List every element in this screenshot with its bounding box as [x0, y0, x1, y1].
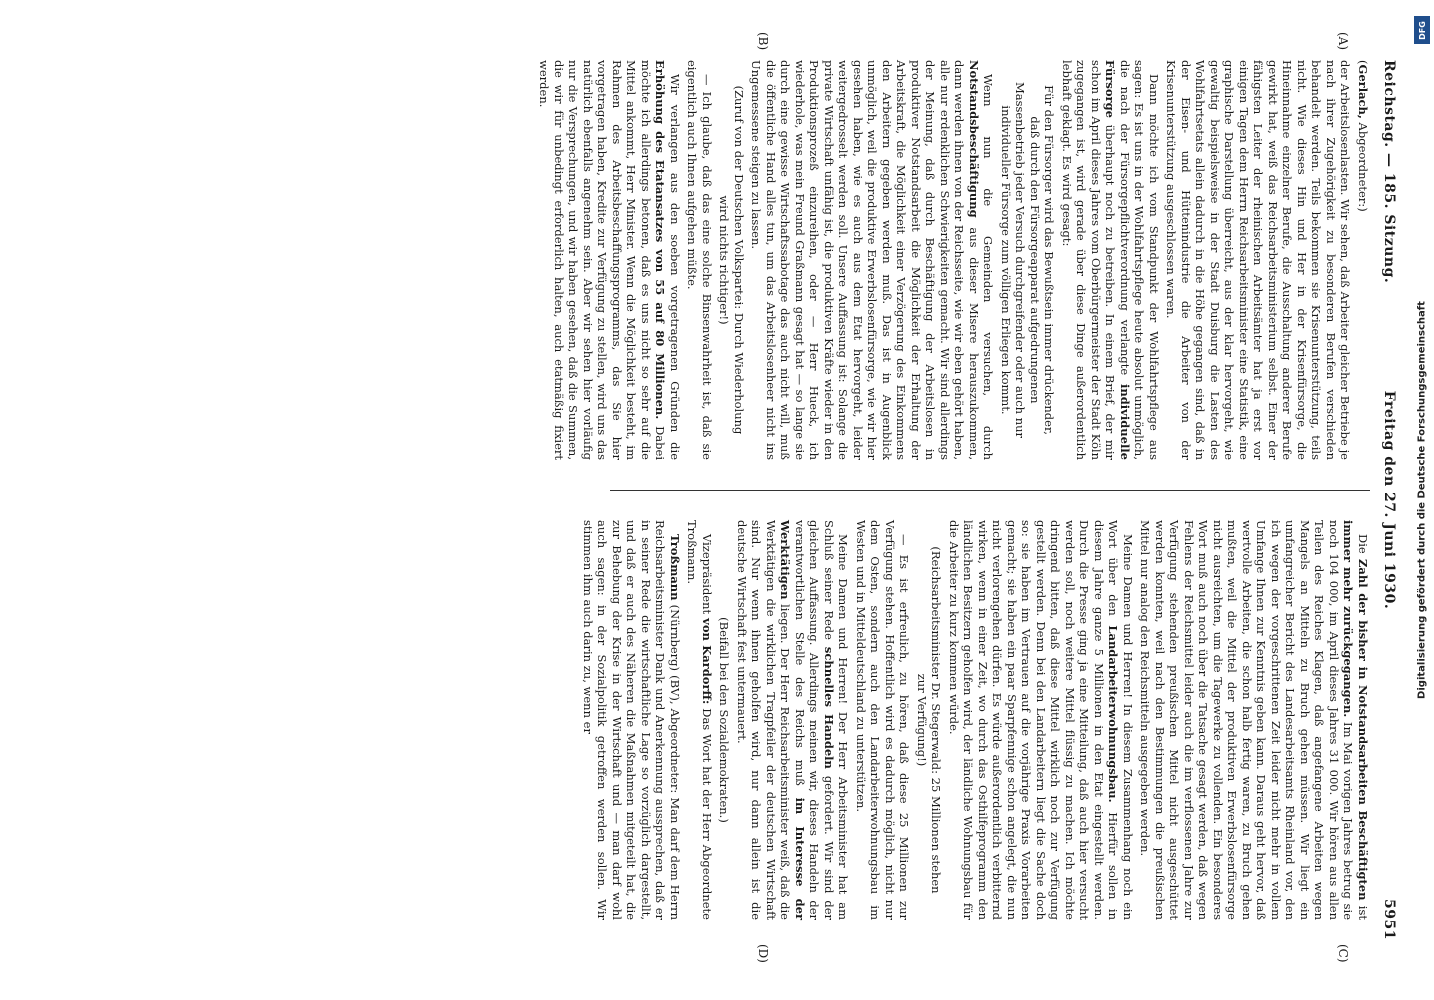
paragraph: Vizepräsident von Kardorff: Das Wort hat der Herr Abgeordnete Troßmann. — [685, 520, 714, 920]
applause-note: (Beifall bei den Sozialdemokraten.) — [717, 617, 732, 823]
digitization-watermark — [1413, 10, 1431, 990]
speaker-name: Gerlach, — [1356, 64, 1370, 119]
margin-marker-c: (C) — [1336, 944, 1350, 963]
emphasis: individuelle Fürsorge — [1103, 60, 1132, 460]
paragraph: Meine Damen und Herren! In diesem Zusammenhang noch ein Wort über den Landarbeiterwohnungsbau. Hierfür sollen in diesem Jahre ganze 5 Millionen in den Etat eingestellt werden. Durch die Presse ging ja eine Mitteilung, daß auch hier versucht werden soll, noch weitere Mittel flüssig zu machen. Ich möchte dringend bitten, daß diese Mittel wirklich noch zur Verfügung gestellt werden. Denn bei den Landarbeitern liegt die Sache doch so: sie haben im Vertrauen auf die vorjährige Praxis Vorarbeiten gemacht; sie haben ein paar Sparpfennige schon angelegt, die nun nicht verlorengehen dürfen. Es würde außerordentlich verbitternd wirken, wenn in einer Zeit, wo durch das Osthilfeprogramm den ländlichen Besitzern geholfen wird, der ländliche Wohnungsbau für die Arbeiter zu kurz kommen würde. — [947, 520, 1135, 920]
paragraph: Dann möchte ich vom Standpunkt der Wohlfahrtspflege aus sagen: Es ist uns in der Wohlfahrtspflege heute absolut unmöglich, die nach der Fürsorgepflichtverordnung verlangte individuelle Fürsorge überhaupt noch zu betreiben. In einem Brief, der mir schon im April dieses Jahres vom Oberbürgermeister der Stadt Köln zugegangen ist, wird gerade über diese Dinge außerordentlich lebhaft geklagt. Es wird gesagt: — [1060, 60, 1161, 460]
page-number: 5951 — [1381, 899, 1397, 940]
emphasis: Zahl der bisher in Notstandsarbeiten Beschäftigten — [1356, 559, 1370, 901]
right-column — [581, 520, 1370, 921]
paragraph: Die Zahl der bisher in Notstandsarbeiten Beschäftigten ist immer mehr zurückgegangen. Im Mai vorigen Jahres betrug sie noch 104 000, im April dieses Jahres 31 000. Wir hören aus allen Teilen des Reiches Klagen, daß angefangene Arbeiten wegen Mangels an Mitteln zu Bruch gehen müssen. Wir liegt ein umfangreicher Bericht des Landesarbeitsamts Rheinland vor, den ich wegen der vorgeschrittenen Zeit leider nicht mehr in vollem Umfange Ihnen zur Kenntnis geben kann. Daraus geht hervor, daß wertvolle Arbeiten, die schon halb fertig waren, zu Bruch gehen mußten, weil die Mittel der produktiven Erwerbslosenfürsorge nicht ausreichten, um die Tagewerke zu vollenden. Ein besonderes Wort muß auch noch über die Tatsache gesagt werden, daß wegen Fehlens der Reichsmittel leider auch die im verflossenen Jahre zur Verfügung stehenden preußischen Mittel nicht ausgeschüttet werden konnten, weil nach den Bestimmungen die preußischen Mittel nur analog den Reichsmitteln ausgegeben werden. — [1138, 520, 1370, 920]
page-header — [1376, 60, 1400, 940]
margin-marker-d: (D) — [756, 944, 770, 963]
emphasis: Landarbeiterwohnungsbau. — [1106, 625, 1121, 803]
paragraph: Troßmann (Nürnberg) (BV), Abgeordneter: Man darf dem Herrn Reichsarbeitsminister Dank und Anerkennung aussprechen, daß er in seiner Rede die wirtschaftliche Lage so vorzüglich dargestellt, und daß er auch des Näheren die Maßnahmen mitgeteilt hat, die zur Behebung der Krise in der Wirtschaft und — man darf wohl auch sagen: in der Sozialpolitik getroffen werden sollen. Wir stimmen ihm auch darin zu, wenn er — [581, 520, 682, 920]
watermark-text: Digitalisierung gefördert durch die Deutsche Forschungsgemeinschaft — [1416, 301, 1428, 699]
column-divider — [610, 490, 1370, 491]
margin-marker-a: (A) — [1336, 32, 1350, 51]
paragraph: Meine Damen und Herren! Der Herr Arbeitsminister hat am Schluß seiner Rede schnelles Handeln gefordert. Wir sind der gleichen Auffassung. Allerdings meinen wir, dieses Handeln der verantwortlichen Stelle des Reichs muß im Interesse der Werktätigen liegen. Der Herr Reichsarbeitsminister weiß, daß die Werktätigen die wirklichen Tragpfeiler der deutschen Wirtschaft sind. Nur wenn ihnen geholfen wird, nur dann allein ist die deutsche Wirtschaft fest untermauert. — [735, 520, 851, 921]
emphasis: schnelles Handeln — [822, 646, 836, 769]
header-session: Reichstag. — 185. Sitzung. — [1381, 60, 1397, 284]
paragraph: — Ich glaube, daß das eine solche Binsenwahrheit ist, daß sie eigentlich auch Ihnen aufgehen müßte. — [685, 60, 714, 460]
paragraph: — Es ist erfreulich, zu hören, daß diese 25 Millionen zur Verfügung stehen. Hoffentlich wird es dadurch möglich, nicht nur dem Osten, sondern auch den Landarbeiterwohnungsbau im Westen und in Mitteldeutschland zu unterstützen. — [854, 520, 912, 920]
paragraph: der Arbeitslosenlasten. Wir sehen, daß Arbeiter gleicher Betriebe je nach ihrer Zugehörigkeit zu besonderen Berufen verschieden behandelt werden. Teils bekommen sie Krisenunterstützung, teils nicht. Wie dieses Hin und Her in der Krisenfürsorge, die Hineinnahme einzelner Berufe, die Ausschaltung anderer Berufe gewirkt hat, weiß das Reichsarbeitsministerium selbst. Einer der fähigsten Leiter der rheinischen Arbeitsämter hat ja erst vor einigen Tagen dem Herrn Reichsarbeitsminister eine Statistik, eine graphische Darstellung überreicht, aus der klar hervorgeht, wie gewaltig beispielsweise in der Stadt Duisburg die Lasten des Wohlfahrtsetats allein dadurch in die Höhe gegangen sind, daß in der Eisen- und Hüttenindustrie die Arbeiter von der Krisenunterstützung ausgeschlossen waren. — [1164, 60, 1353, 460]
speaker-name: Troßmann — [668, 534, 682, 601]
emphasis: im Interesse der Werktätigen — [778, 520, 807, 921]
interjection: (Reichsarbeitsminister Dr. Stegerwald: 25 Millionen stehen zur Verfügung!) — [915, 546, 944, 894]
quotation: Für den Fürsorger wird das Bewußtsein immer drückender, daß durch den Fürsorgeapparat aufgedrungenen Massenbetrieb jeder Versuch durchgreifender oder auch nur individueller Fürsorge zum völligen Erliegen kommt. — [999, 81, 1057, 439]
speaker-line: (Gerlach, Abgeordneter:) — [1356, 60, 1370, 212]
emphasis: von Kardorff: — [700, 618, 714, 705]
paragraph: Wenn nun die Gemeinden versuchen, durch Notstandsbeschäftigung aus dieser Misere herauszukommen, dann werden ihnen von der Reichsseite, wie wir eben gehört haben, alle nur erdenklichen Schwierigkeiten gemacht. Wir sind allerdings der Meinung, daß durch Beschäftigung der Arbeitslosen in produktiver Notstandsarbeit die Möglichkeit der Erhaltung der Arbeitskraft, die Möglichkeit einer Verzögerung des Einkommens den Arbeitern gegeben werden muß. Das ist in Augenblick unmöglich, weil die produktive Erwerbslosenfürsorge, wie wir hier gesehen haben, wie es auch aus dem Etat hervorgeht, leider weitergedrosselt werden soll. Unsere Auffassung ist: Solange die private Wirtschaft unfähig ist, die produktiven Kräfte wieder in den Produktionsprozeß einzureihen, oder — Herr Hueck, ich wiederhole, was mein Freund Graßmann gesagt hat — so lange sie durch eine gewisse Wirtschaftssabotage das auch nicht will, muß die öffentliche Hand alles tun, um das Arbeitslosenheer nicht ins Ungemessene steigen zu lassen. — [749, 60, 996, 460]
header-date: Freitag den 27. Juni 1930. — [1381, 390, 1397, 610]
emphasis: immer mehr zurückgegangen. — [1341, 520, 1356, 718]
emphasis: Erhöhung des Etatansatzes von 55 auf 80 Millionen. — [653, 60, 668, 420]
interjection: (Zuruf von der Deutschen Volkspartei: Durch Wiederholung wird nichts richtiger!) — [717, 85, 746, 435]
dfg-logo: DFG — [1414, 16, 1430, 44]
left-column — [537, 60, 1370, 460]
margin-marker-b: (B) — [756, 32, 770, 51]
rotated-page — [50, 32, 1410, 963]
emphasis: Notstandsbeschäftigung — [967, 60, 981, 218]
paragraph: Wir verlangen aus den soeben vorgetragenen Gründen die Erhöhung des Etatansatzes von 55 auf 80 Millionen. Dabei möchte ich allerdings betonen, daß es uns nicht so sehr auf die Mittel ankommt, Herr Minister. Wenn die Möglichkeit besteht, im Rahmen des Arbeitsbeschaffungsprogramms, das Sie hier vorgetragen haben, Kredite zur Verfügung zu stellen, wird uns das natürlich ebenfalls angenehm sein. Aber wir sehen hier vorläufig nur die Versprechungen, und wir haben gesehen, daß die Summen, die wir für unbedingt erforderlich halten, auch etatmäßig fixiert werden. — [537, 60, 682, 460]
speaker-role: Abgeordneter: — [1356, 122, 1370, 208]
